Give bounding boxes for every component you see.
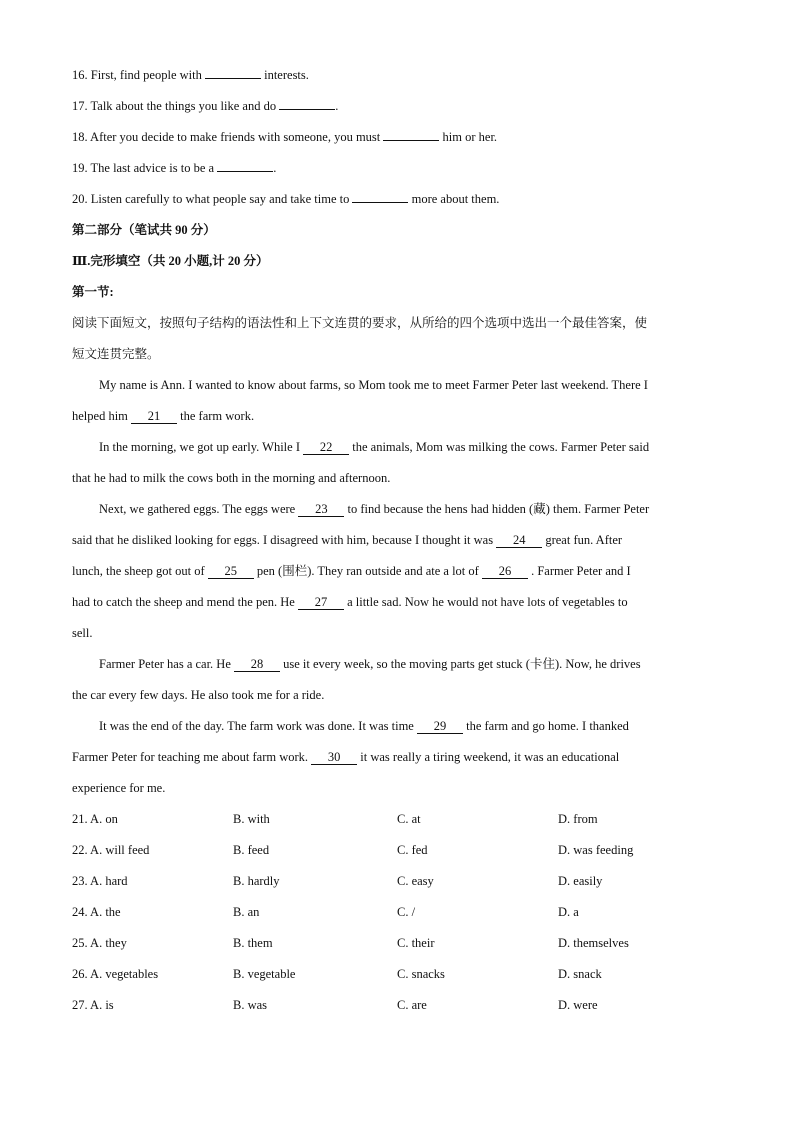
passage-text: Farmer Peter for teaching me about farm work. [72, 750, 312, 764]
option-b: B. vegetable [233, 967, 296, 981]
answer-blank [217, 158, 273, 172]
blank-27: 27 [298, 596, 344, 610]
option-b: B. an [233, 905, 260, 919]
question-17 [72, 91, 720, 122]
passage-line [72, 587, 720, 618]
question-26-options [72, 959, 720, 990]
question-text: him or her. [439, 130, 498, 144]
option-a: 25. A. they [72, 936, 127, 950]
option-b: B. was [233, 998, 268, 1012]
question-23-options [72, 866, 720, 897]
passage-line [72, 742, 720, 773]
option-c: C. fed [397, 843, 428, 857]
passage-line: My name is Ann. I wanted to know about farms, so Mom took me to meet Farmer Peter last weekend. There I [99, 378, 648, 392]
passage-text: Next, we gathered eggs. The eggs were [99, 502, 299, 516]
question-text: 19. The last advice is to be a [72, 161, 218, 175]
passage-line: sell. [72, 626, 93, 640]
question-text: 18. After you decide to make friends with someone, you must [72, 130, 384, 144]
question-text: 20. Listen carefully to what people say and take time to [72, 192, 353, 206]
passage-text: In the morning, we got up early. While I [99, 440, 304, 454]
passage-text: . Farmer Peter and I [527, 564, 631, 578]
answer-blank [205, 65, 261, 79]
passage-text: the animals, Mom was milking the cows. Farmer Peter said [349, 440, 650, 454]
blank-23: 23 [298, 503, 344, 517]
passage-text: said that he disliked looking for eggs. I disagreed with him, because I thought it was [72, 533, 497, 547]
option-a: 21. A. on [72, 812, 118, 826]
option-a: 23. A. hard [72, 874, 128, 888]
option-d: D. from [558, 812, 598, 826]
question-20 [72, 184, 720, 215]
passage-line: experience for me. [72, 781, 166, 795]
passage-text: helped him [72, 409, 132, 423]
passage-text: It was the end of the day. The farm work was done. It was time [99, 719, 417, 733]
passage-text: pen (围栏). They ran outside and ate a lot of [253, 564, 482, 578]
option-d: D. themselves [558, 936, 629, 950]
instructions-line-2: 短文连贯完整。 [72, 347, 160, 361]
passage-text: the farm work. [177, 409, 255, 423]
passage-line [72, 401, 720, 432]
passage-text: Farmer Peter has a car. He [99, 657, 235, 671]
blank-29: 29 [417, 720, 463, 734]
passage-text: to find because the hens had hidden (藏) them. Farmer Peter [344, 502, 650, 516]
answer-blank [383, 127, 439, 141]
option-c: C. at [397, 812, 421, 826]
option-c: C. snacks [397, 967, 445, 981]
section-title: Ⅲ.完形填空（共 20 小题,计 20 分） [72, 254, 269, 268]
question-24-options [72, 897, 720, 928]
blank-28: 28 [234, 658, 280, 672]
option-b: B. with [233, 812, 270, 826]
blank-21: 21 [131, 410, 177, 424]
option-b: B. feed [233, 843, 270, 857]
question-text: . [335, 99, 339, 113]
option-b: B. them [233, 936, 273, 950]
passage-text: had to catch the sheep and mend the pen. He [72, 595, 298, 609]
option-d: D. snack [558, 967, 602, 981]
option-a: 26. A. vegetables [72, 967, 159, 981]
passage-line [72, 525, 720, 556]
instructions-line-1: 阅读下面短文，按照句子结构的语法性和上下文连贯的要求，从所给的四个选项中选出一个最佳答案，使 [72, 316, 648, 330]
part-title: 第二部分（笔试共 90 分） [72, 223, 216, 237]
passage-text: the farm and go home. I thanked [462, 719, 629, 733]
option-c: C. / [397, 905, 416, 919]
question-text: . [273, 161, 277, 175]
question-19 [72, 153, 720, 184]
option-c: C. easy [397, 874, 434, 888]
blank-25: 25 [208, 565, 254, 579]
passage-line [72, 432, 720, 463]
subsection-title: 第一节: [72, 285, 114, 299]
question-text: interests. [260, 68, 309, 82]
question-16 [72, 60, 720, 91]
passage-line: the car every few days. He also took me for a ride. [72, 688, 325, 702]
passage-text: use it every week, so the moving parts get stuck (卡住). Now, he drives [280, 657, 641, 671]
passage-line [72, 711, 720, 742]
passage-line: that he had to milk the cows both in the morning and afternoon. [72, 471, 391, 485]
question-25-options [72, 928, 720, 959]
blank-24: 24 [496, 534, 542, 548]
passage-line [72, 494, 720, 525]
answer-blank [352, 189, 408, 203]
blank-30: 30 [311, 751, 357, 765]
option-d: D. were [558, 998, 598, 1012]
blank-26: 26 [482, 565, 528, 579]
question-text: 17. Talk about the things you like and do [72, 99, 280, 113]
option-d: D. a [558, 905, 579, 919]
answer-blank [279, 96, 335, 110]
passage-text: a little sad. Now he would not have lots of vegetables to [343, 595, 628, 609]
exam-page [72, 60, 720, 1021]
passage-text: lunch, the sheep got out of [72, 564, 208, 578]
option-d: D. easily [558, 874, 603, 888]
blank-22: 22 [303, 441, 349, 455]
option-c: C. their [397, 936, 435, 950]
passage-line [72, 556, 720, 587]
option-a: 27. A. is [72, 998, 114, 1012]
question-18 [72, 122, 720, 153]
passage-line [72, 649, 720, 680]
question-22-options [72, 835, 720, 866]
option-a: 22. A. will feed [72, 843, 150, 857]
option-d: D. was feeding [558, 843, 634, 857]
question-text: more about them. [408, 192, 500, 206]
option-c: C. are [397, 998, 427, 1012]
option-a: 24. A. the [72, 905, 121, 919]
question-text: 16. First, find people with [72, 68, 205, 82]
question-21-options [72, 804, 720, 835]
passage-text: great fun. After [542, 533, 623, 547]
passage-text: it was really a tiring weekend, it was an educational [357, 750, 620, 764]
option-b: B. hardly [233, 874, 280, 888]
question-27-options [72, 990, 720, 1021]
